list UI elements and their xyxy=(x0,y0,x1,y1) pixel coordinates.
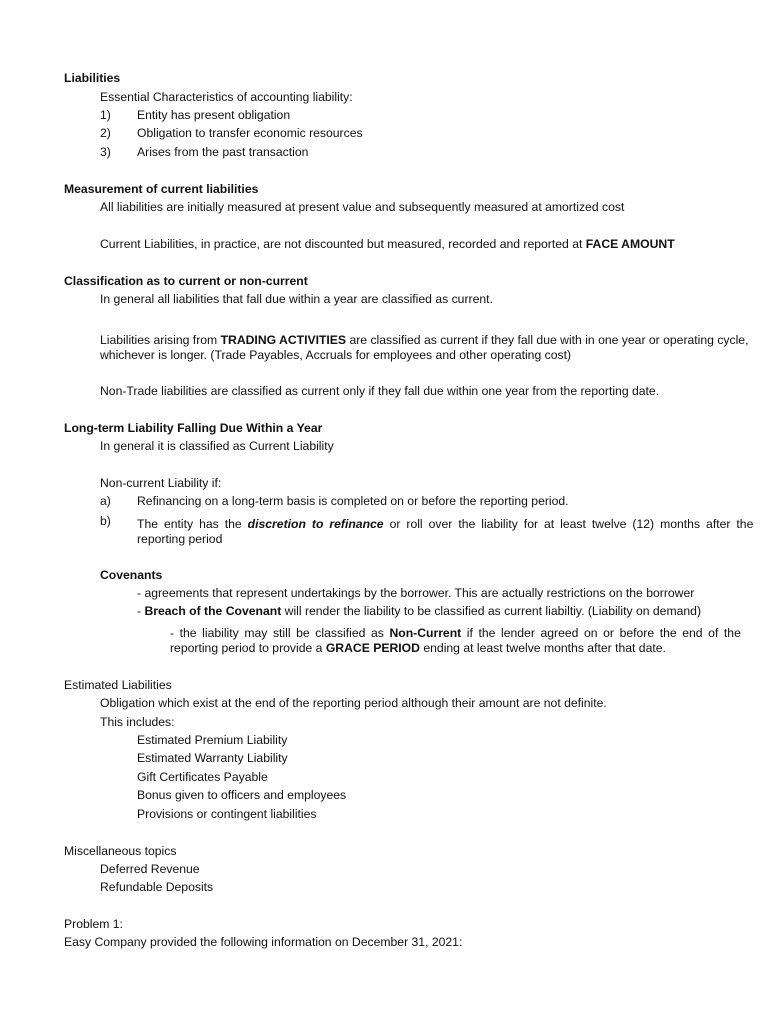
list-item-line2: reporting period xyxy=(137,532,223,546)
paragraph-text: or roll over the liability for at least twelve (12) months after the xyxy=(383,517,754,531)
estimated-includes: This includes: xyxy=(100,715,175,729)
paragraph-text: will render the liability to be classified as current liabiltiy. (Liability on demand) xyxy=(281,604,702,618)
liabilities-heading: Liabilities xyxy=(64,71,121,85)
estimated-paragraph: Obligation which exist at the end of the reporting period although their amount are not definite. xyxy=(100,696,607,710)
list-item: Deferred Revenue xyxy=(100,862,200,876)
trading-activities-paragraph-line2: whichever is longer. (Trade Payables, Accruals for employees and other operating cost) xyxy=(100,348,572,362)
covenants-sub-bullet-line2 xyxy=(170,639,685,657)
list-letter: b) xyxy=(100,514,111,528)
non-trade-paragraph: Non-Trade liabilities are classified as current only if they fall due within one year from the reporting date. xyxy=(100,384,660,398)
list-item: Bonus given to officers and employees xyxy=(137,788,347,802)
paragraph-bold-text: FACE AMOUNT xyxy=(585,237,675,251)
list-item: Obligation to transfer economic resources xyxy=(137,126,363,140)
problem-heading: Problem 1: xyxy=(64,917,123,931)
measurement-face-amount-paragraph xyxy=(100,235,685,253)
estimated-heading: Estimated Liabilities xyxy=(64,678,172,692)
list-item: Refundable Deposits xyxy=(100,880,214,894)
liabilities-intro: Essential Characteristics of accounting liability: xyxy=(100,90,353,104)
longterm-heading: Long-term Liability Falling Due Within a Year xyxy=(64,421,323,435)
noncurrent-intro: Non-current Liability if: xyxy=(100,476,222,490)
list-item: Entity has present obligation xyxy=(137,108,291,122)
misc-heading: Miscellaneous topics xyxy=(64,844,177,858)
paragraph-text: reporting period to provide a xyxy=(170,641,326,655)
list-item: Gift Certificates Payable xyxy=(137,770,268,784)
classification-paragraph: In general all liabilities that fall due within a year are classified as current. xyxy=(100,292,493,306)
list-letter: a) xyxy=(100,494,111,508)
paragraph-bold-text: TRADING ACTIVITIES xyxy=(220,333,347,347)
list-item: Provisions or contingent liabilities xyxy=(137,807,317,821)
paragraph-text: ending at least twelve months after that date. xyxy=(419,641,666,655)
measurement-heading: Measurement of current liabilities xyxy=(64,182,259,196)
list-item: Estimated Premium Liability xyxy=(137,733,288,747)
paragraph-text: are classified as current if they fall due with in one year or operating cycle, xyxy=(346,333,749,347)
paragraph-bold-italic-text: discretion to refinance xyxy=(247,517,384,531)
covenants-heading: Covenants xyxy=(100,568,163,582)
paragraph-bold-text: GRACE PERIOD xyxy=(325,641,420,655)
paragraph-text: The entity has the xyxy=(137,517,248,531)
paragraph-text: - xyxy=(137,604,145,618)
covenants-bullet: - agreements that represent undertakings by the borrower. This are actually restrictions on the borrower xyxy=(137,586,695,600)
paragraph-text: if the lender agreed on or before the end of the xyxy=(461,626,741,640)
list-item: Refinancing on a long-term basis is completed on or before the reporting period. xyxy=(137,494,569,508)
paragraph-text: Liabilities arising from xyxy=(100,333,221,347)
list-number: 3) xyxy=(100,145,111,159)
classification-heading: Classification as to current or non-current xyxy=(64,274,308,288)
list-number: 1) xyxy=(100,108,111,122)
problem-text: Easy Company provided the following information on December 31, 2021: xyxy=(64,935,463,949)
measurement-paragraph: All liabilities are initially measured at present value and subsequently measured at amortized cost xyxy=(100,200,625,214)
paragraph-bold-text: Breach of the Covenant xyxy=(144,604,282,618)
paragraph-text: - the liability may still be classified as xyxy=(170,626,390,640)
list-number: 2) xyxy=(100,126,111,140)
covenants-bullet xyxy=(137,602,702,620)
longterm-paragraph: In general it is classified as Current Liability xyxy=(100,439,334,453)
paragraph-text: Current Liabilities, in practice, are not discounted but measured, recorded and reported at xyxy=(100,237,586,251)
list-item: Estimated Warranty Liability xyxy=(137,751,288,765)
paragraph-bold-text: Non-Current xyxy=(389,626,462,640)
list-item: Arises from the past transaction xyxy=(137,145,309,159)
